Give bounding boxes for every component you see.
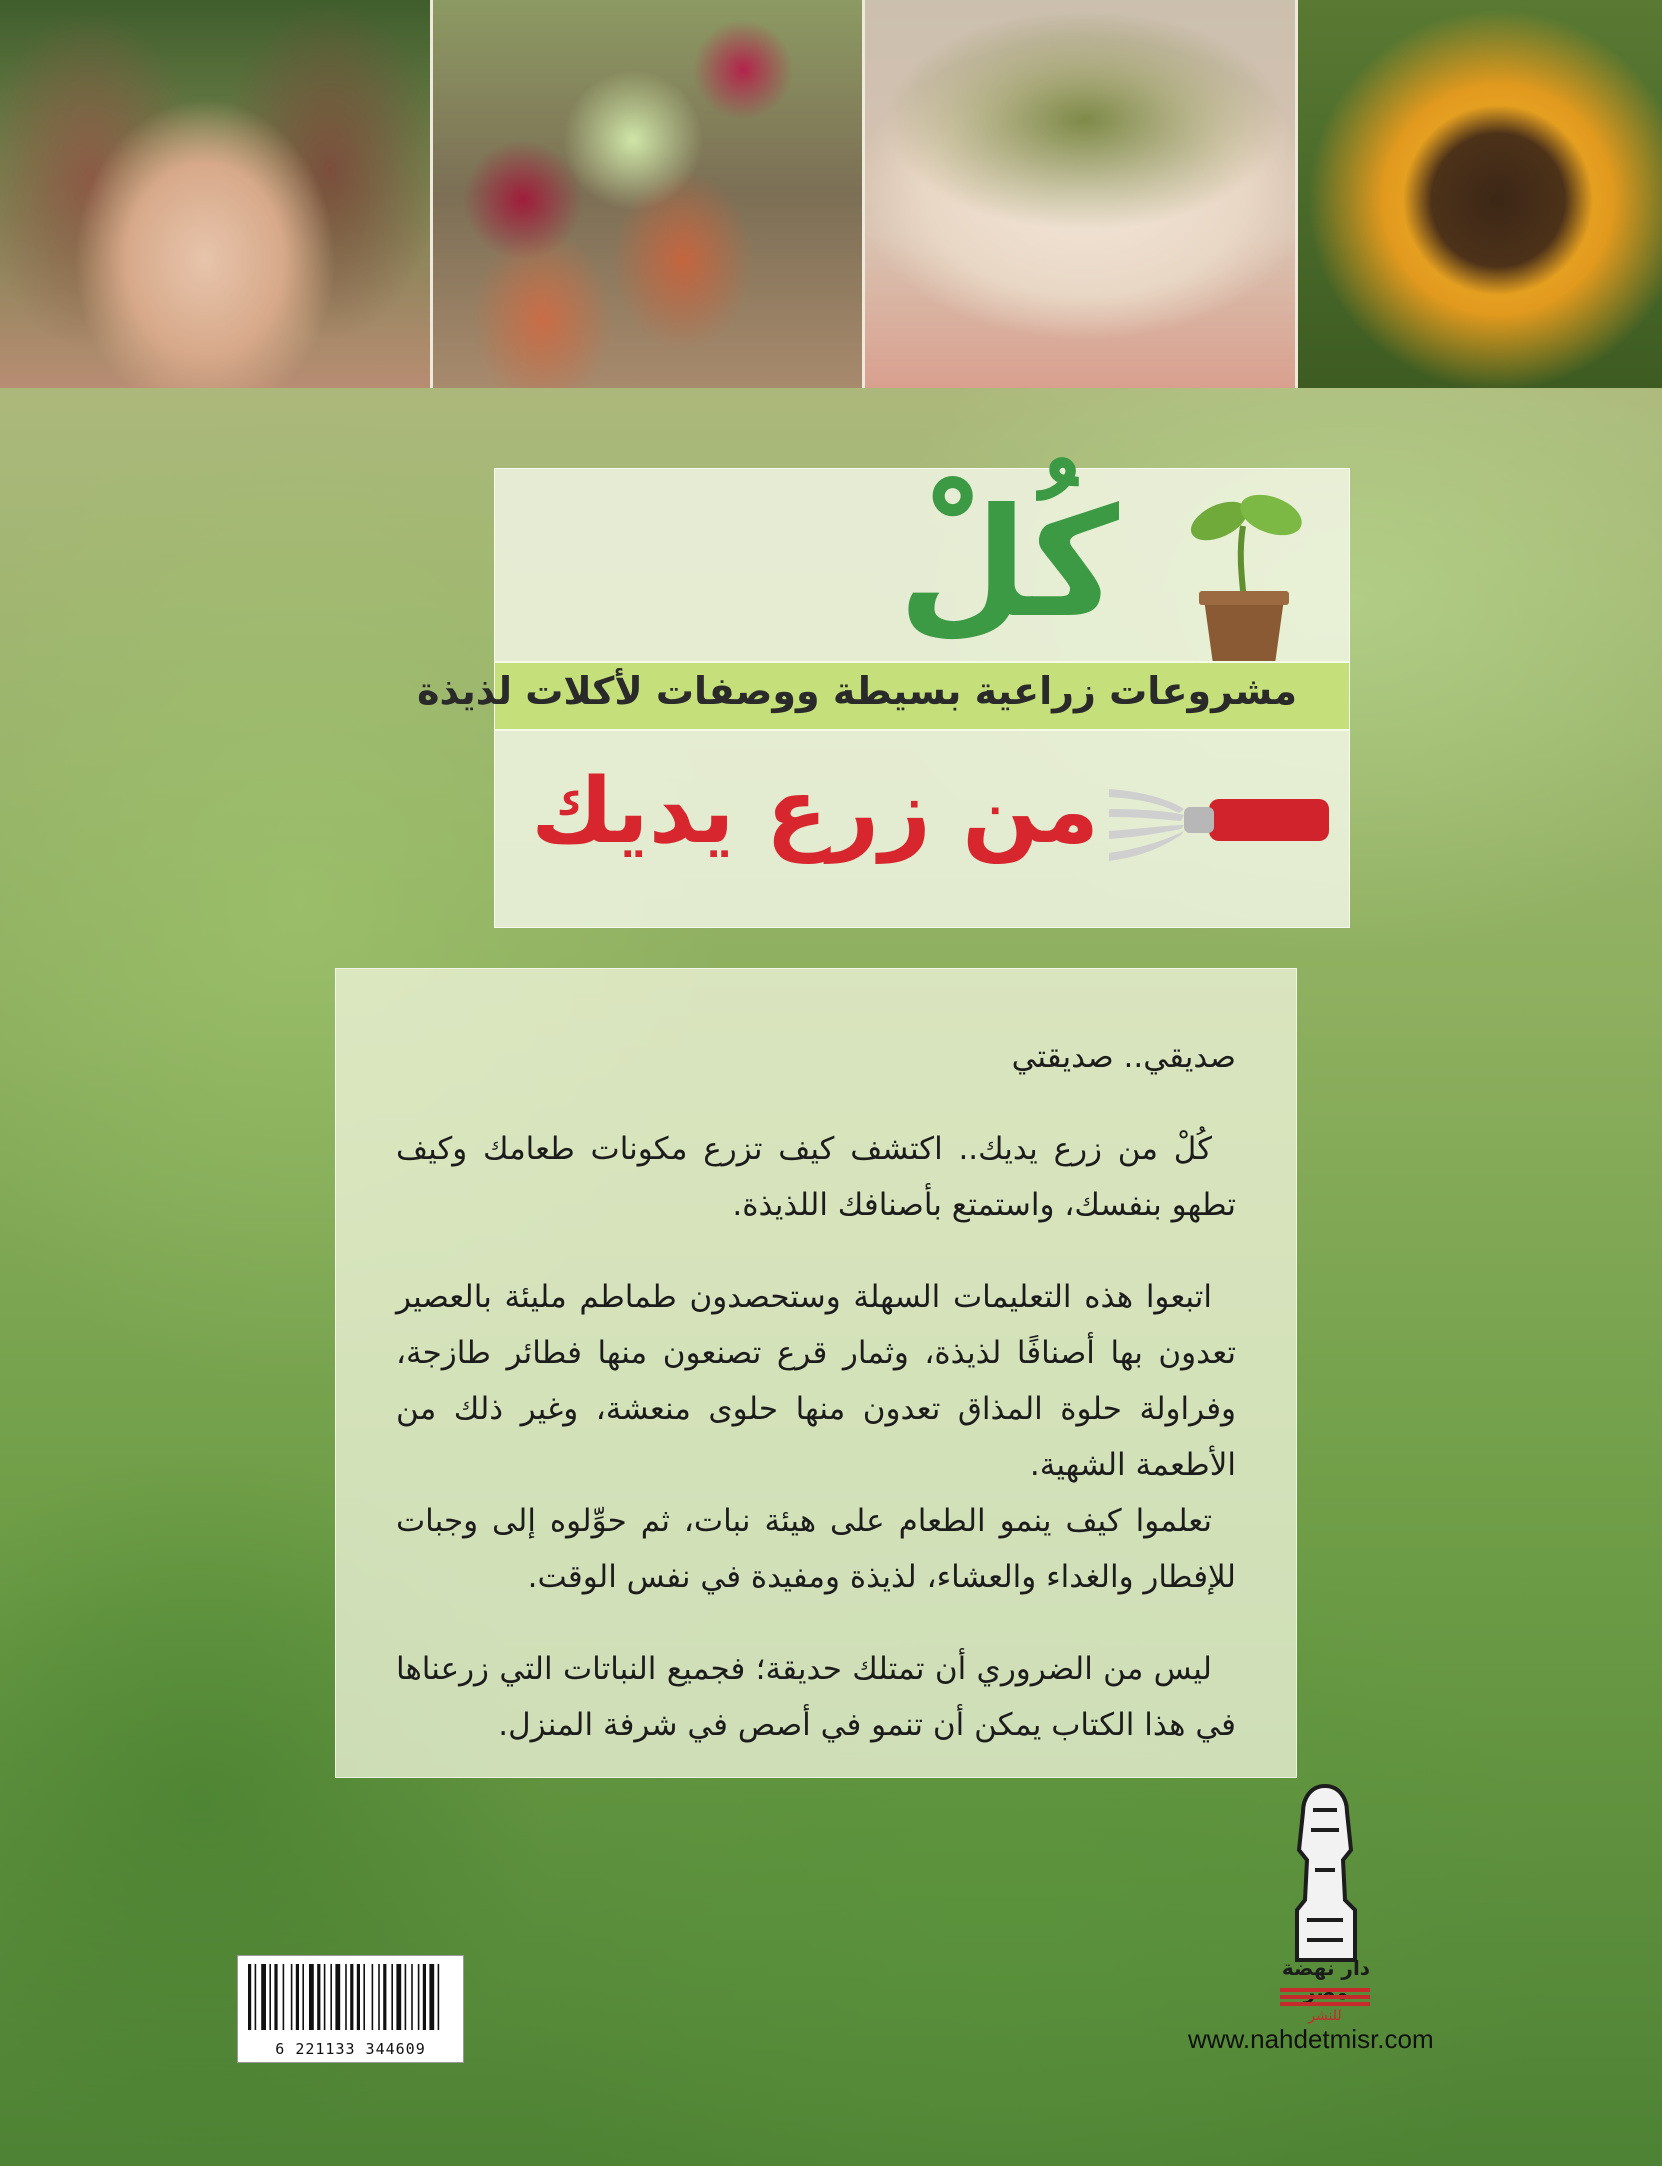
barcode: [237, 1955, 464, 2063]
barcode-bars: [248, 1964, 453, 2030]
barcode-bar: [405, 1964, 407, 2030]
barcode-bar: [261, 1964, 266, 2030]
subtitle-band: [417, 661, 1349, 731]
barcode-bar: [248, 1964, 251, 2030]
barcode-bar: [335, 1964, 340, 2030]
barcode-bar: [255, 1964, 257, 2030]
barcode-bar: [363, 1964, 365, 2030]
publisher-website[interactable]: www.nahdetmisr.com: [1188, 2024, 1434, 2054]
barcode-bar: [383, 1964, 386, 2030]
cover-photo-strip: [0, 0, 1662, 388]
publisher-tagline: للنشر: [1308, 2008, 1342, 2024]
barcode-bar: [372, 1964, 374, 2030]
barcode-bar: [378, 1964, 380, 2030]
barcode-bar: [317, 1964, 320, 2030]
barcode-bar: [302, 1964, 304, 2030]
hands-photo: [0, 0, 433, 388]
title-panel: [417, 468, 1350, 928]
barcode-bar: [350, 1964, 353, 2030]
barcode-bar: [291, 1964, 293, 2030]
fork-icon: [1099, 769, 1329, 869]
publisher-name: دار نهضة: [1281, 1956, 1371, 1980]
publisher-stripe: [1280, 1988, 1370, 2006]
greeting: صديقي.. صديقتي: [1011, 1039, 1236, 1075]
subtitle: مشروعات زراعية بسيطة ووصفات لأكلات لذيذة: [417, 669, 1297, 713]
barcode-bar: [411, 1964, 413, 2030]
barcode-bar: [283, 1964, 285, 2030]
potted-lettuce-photo: [433, 0, 866, 388]
barcode-bar: [269, 1964, 271, 2030]
paragraph-1: كُلْ من زرع يديك.. اكتشف كيف تزرع مكونات طعامك وكيف تطهو بنفسك، واستمتع بأصنافك اللذيذة.: [396, 1131, 1236, 1223]
publisher-logo: [1230, 1780, 1390, 2040]
barcode-number: 6 221133 344609: [275, 2040, 426, 2058]
barcode-bar: [330, 1964, 332, 2030]
barcode-bar: [274, 1964, 277, 2030]
statue-logo-icon: [1285, 1780, 1365, 1970]
barcode-bar: [309, 1964, 314, 2030]
barcode-bar: [296, 1964, 299, 2030]
paragraph-2: اتبعوا هذه التعليمات السهلة وستحصدون طماطم مليئة بالعصير تعدون بها أصنافًا لذيذة، وثمار قرع تصنعون منها فطائر طازجة، وفراولة حلوة المذاق تعدون منها حلوى منعشة، وغير ذلك من الأطعمة الشهية.: [396, 1279, 1236, 1483]
barcode-bar: [438, 1964, 440, 2030]
description-panel: [335, 968, 1297, 1778]
barcode-bar: [391, 1964, 393, 2030]
barcode-bar: [357, 1964, 360, 2030]
barcode-bar: [345, 1964, 347, 2030]
paragraph-4: ليس من الضروري أن تمتلك حديقة؛ فجميع النباتات التي زرعناها في هذا الكتاب يمكن أن تنمو في أصص في شرفة المنزل.: [396, 1651, 1236, 1743]
description-text: [396, 1029, 1236, 1753]
main-title: من زرع يديك: [531, 759, 1099, 864]
barcode-bar: [429, 1964, 434, 2030]
barcode-bar: [418, 1964, 420, 2030]
salad-bowl-photo: [865, 0, 1298, 388]
sunflower-photo: [1298, 0, 1662, 388]
barcode-bar: [423, 1964, 426, 2030]
barcode-bar: [396, 1964, 401, 2030]
barcode-bar: [324, 1964, 326, 2030]
seedling-pot-icon: [1179, 481, 1309, 681]
title-kul: كُلْ: [897, 477, 1119, 651]
paragraph-3: تعلموا كيف ينمو الطعام على هيئة نبات، ثم حوِّلوه إلى وجبات للإفطار والغداء والعشاء، لذيذة ومفيدة في نفس الوقت.: [396, 1503, 1236, 1595]
